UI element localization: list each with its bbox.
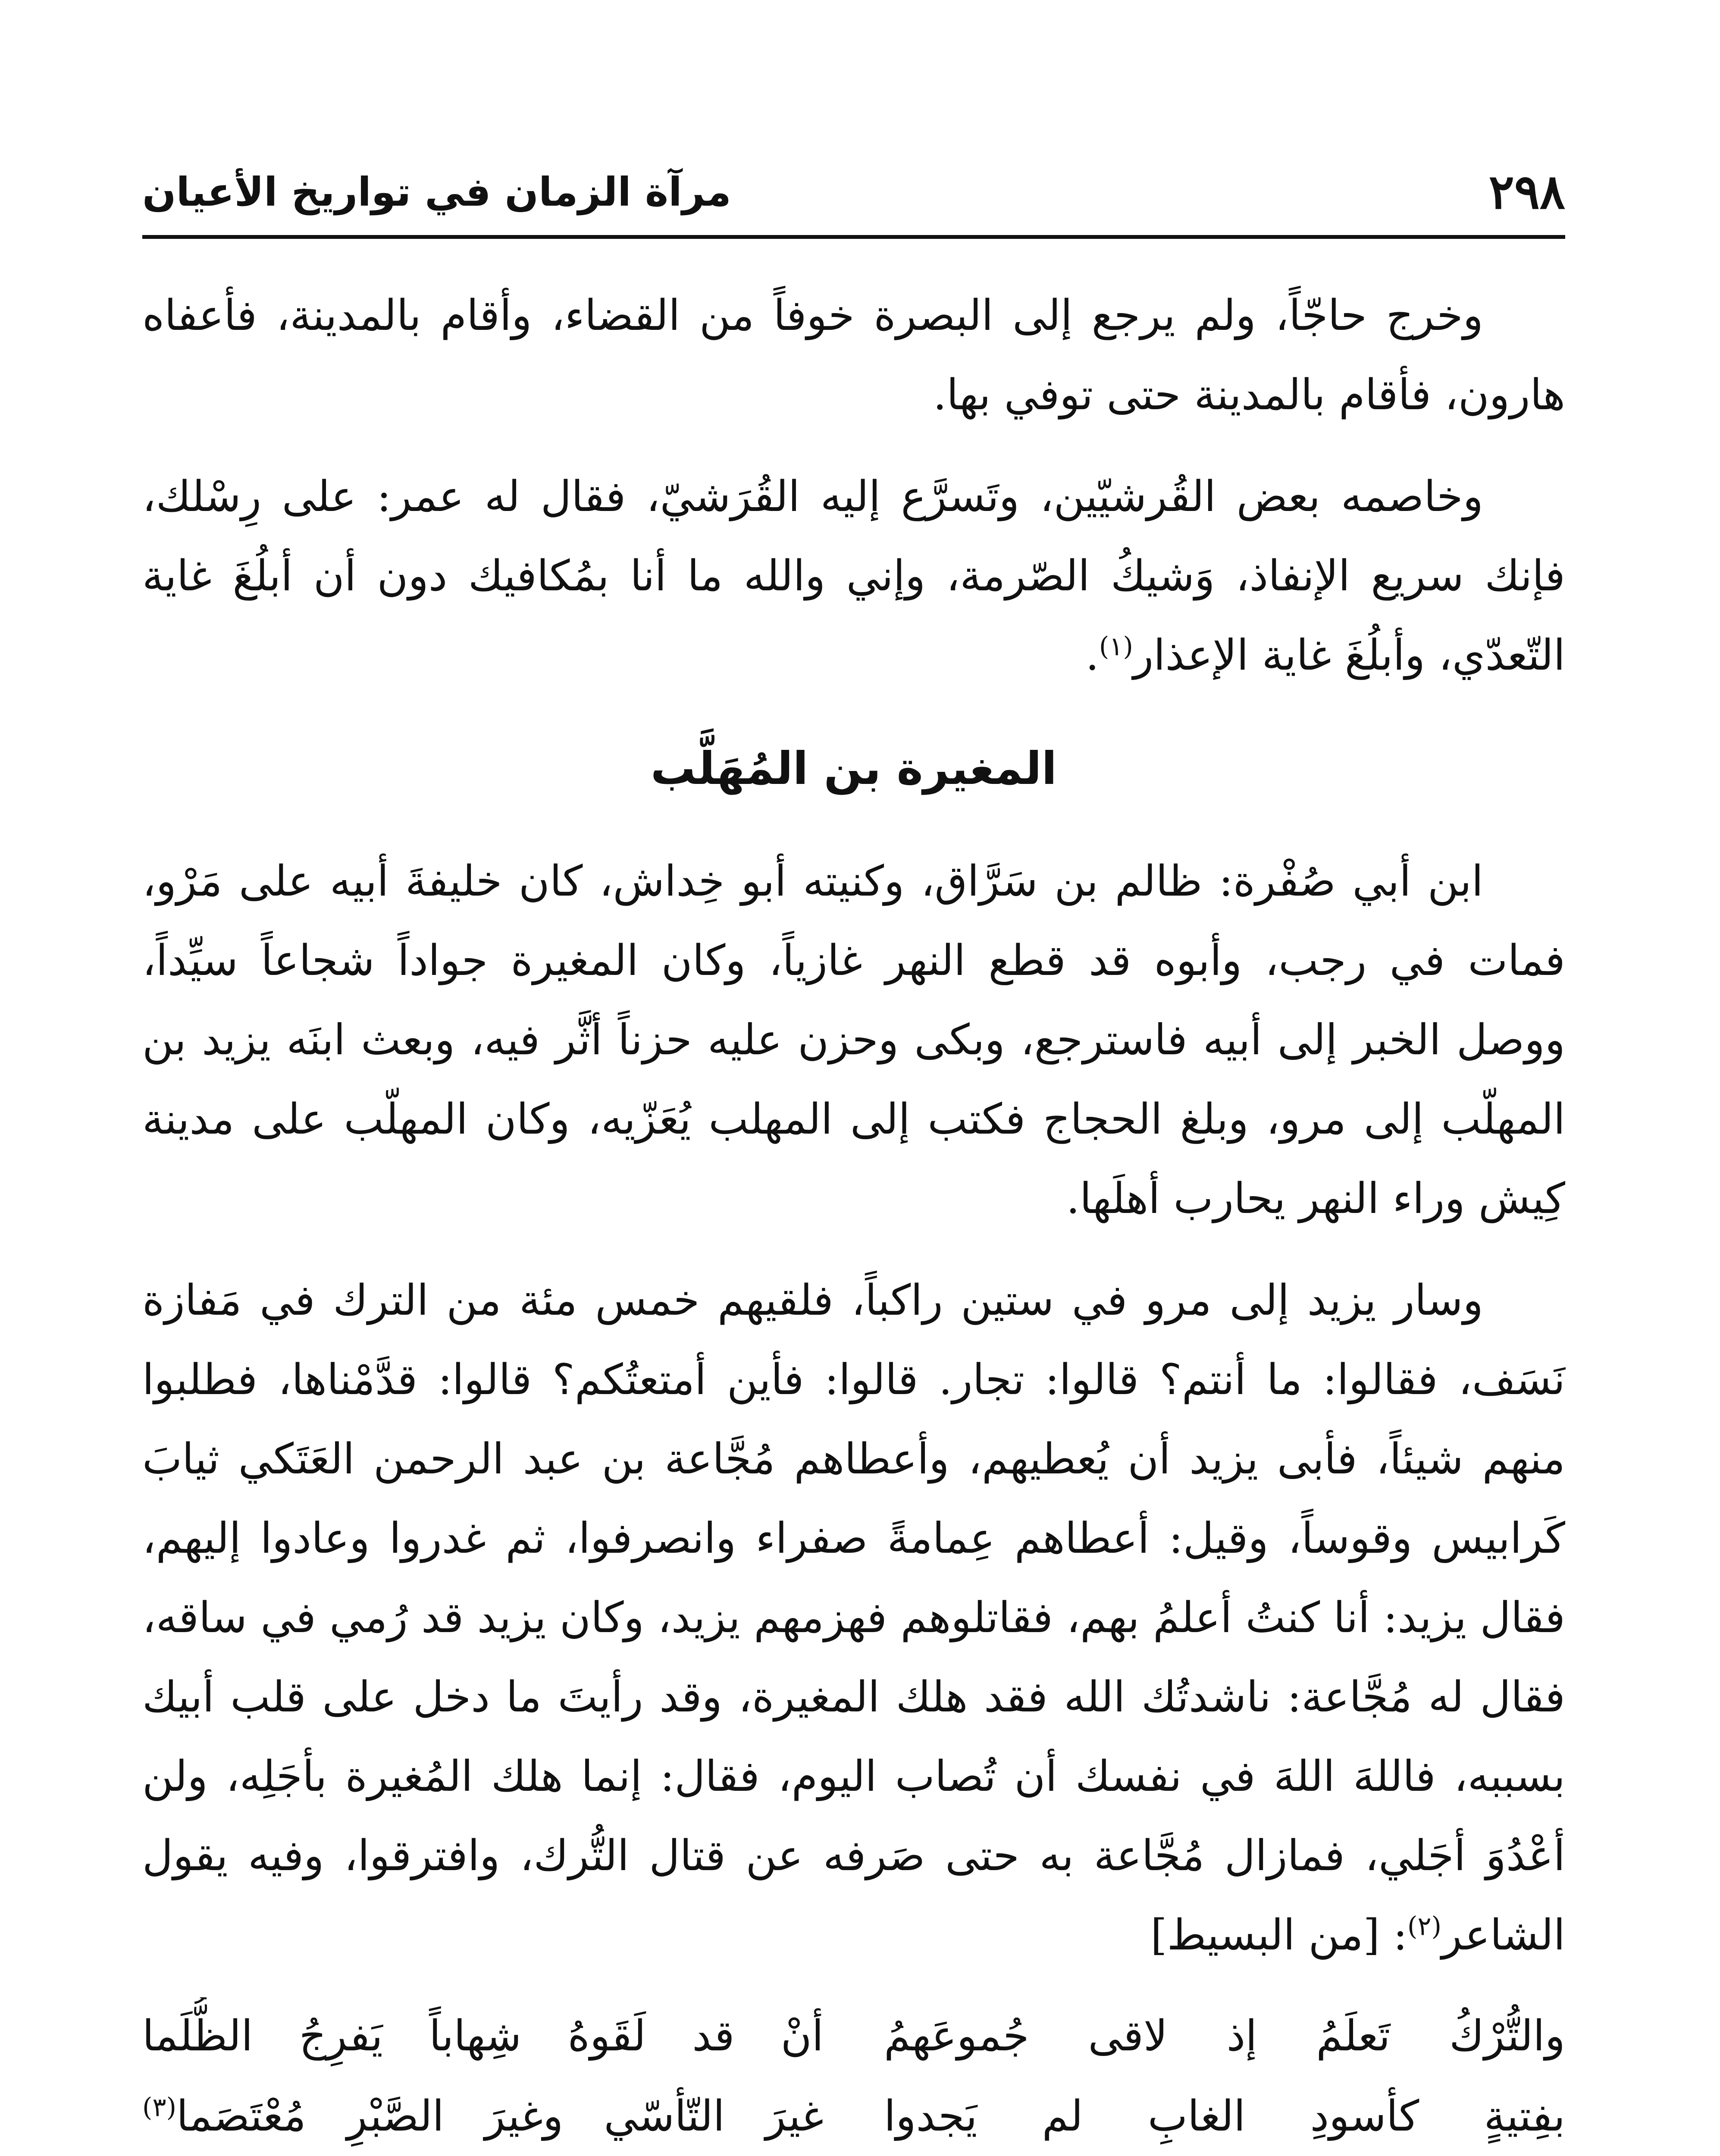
verse-line-1 xyxy=(142,1997,1565,2075)
paragraph-4 xyxy=(142,1261,1565,1975)
verse-2-second-text: غيرَ التّأسّي وغيرَ الصَّبْرِ مُعْتَصَما xyxy=(176,2092,824,2141)
verse-1-first-hemistich: والتُّرْكُ تَعلَمُ إذ لاقى جُموعَهمُ xyxy=(884,2012,1565,2061)
verse-2-second-hemistich xyxy=(142,2078,824,2155)
paragraph-1 xyxy=(142,276,1565,435)
footnote-ref-3[interactable]: (٣) xyxy=(142,2092,177,2123)
footnote-ref-2[interactable]: (٢) xyxy=(1407,1911,1442,1942)
paragraph-1-text: وخرج حاجّاً، ولم يرجع إلى البصرة خوفاً من القضاء، وأقام بالمدينة، فأعفاه هارون، فأقام بالمدينة حتى توفي بها. xyxy=(142,291,1565,420)
header-rule xyxy=(142,235,1565,239)
page-number: ٢٩٨ xyxy=(1488,164,1565,219)
running-title: مرآة الزمان في تواريخ الأعيان xyxy=(142,169,731,215)
verse-1-second-hemistich xyxy=(142,1997,824,2075)
main-text xyxy=(142,276,1565,2156)
paragraph-2 xyxy=(142,457,1565,695)
footnote-ref-1[interactable]: (١) xyxy=(1099,631,1133,662)
verse-line-2 xyxy=(142,2078,1565,2155)
paragraph-4-text: وسار يزيد إلى مرو في ستين راكباً، فلقيهم خمس مئة من الترك في مَفازة نَسَف، فقالوا: ما أنتم؟ قالوا: تجار. قالوا: فأين أمتعتُكم؟ قالوا: قدَّمْناها، فطلبوا منهم شيئاً، فأبى يزيد أن يُعطيهم، وأعطاهم مُجَّاعة بن عبد الرحمن العَتَكي ثيابَ كَرابيس وقوساً، وقيل: أعطاهم عِمامةً صفراء وانصرفوا، ثم غدروا وعادوا إليهم، فقال يزيد: أنا كنتُ أعلمُ بهم، فقاتلوهم فهزمهم يزيد، وكان يزيد قد رُمي في ساقه، فقال له مُجَّاعة: ناشدتُك الله فقد هلك المغيرة، وقد رأيتَ ما دخل على قلب أبيك بسببه، فاللهَ اللهَ في نفسك أن تُصاب اليوم، فقال: إنما هلك المُغيرة بأجَلِه، ولن أعْدُوَ أجَلي، فمازال مُجَّاعة به حتى صَرفه عن قتال التُّرك، وافترقوا، وفيه يقول الشاعر xyxy=(142,1276,1566,1960)
section-title: المغيرة بن المُهَلَّب xyxy=(650,742,1057,795)
paragraph-2-end: . xyxy=(1085,631,1099,680)
verse-2-first-hemistich: بفِتيةٍ كأسودِ الغابِ لم يَجدوا xyxy=(884,2092,1565,2141)
verse-1-second-text: أنْ قد لَقَوهُ شِهاباً يَفرِجُ الظُّلَما xyxy=(142,2012,824,2061)
paragraph-4-colon: : xyxy=(1393,1911,1407,1960)
paragraph-3 xyxy=(142,842,1565,1238)
paragraph-2-text: وخاصمه بعض القُرشيّين، وتَسرَّع إليه القُرَشيّ، فقال له عمر: على رِسْلك، فإنك سريع الإنفاذ، وَشيكُ الصّرمة، وإني والله ما أنا بمُكافيك دون أن أبلُغَ غاية التّعدّي، وأبلُغَ غاية الإعذار xyxy=(142,472,1565,680)
poetic-meter: [من البسيط] xyxy=(1150,1911,1380,1960)
page-header xyxy=(142,164,1565,233)
paragraph-3-text: ابن أبي صُفْرة: ظالم بن سَرَّاق، وكنيته أبو خِداش، كان خليفةَ أبيه على مَرْو، فمات في رجب، وأبوه قد قطع النهر غازياً، وكان المغيرة جواداً شجاعاً سيِّداً، ووصل الخبر إلى أبيه فاسترجع، وبكى وحزن عليه حزناً أثَّر فيه، وبعث ابنَه يزيد بن المهلّب إلى مرو، وبلغ الحجاج فكتب إلى المهلب يُعَزّيه، وكان المهلّب على مدينة كِيش وراء النهر يحارب أهلَها. xyxy=(142,857,1565,1223)
